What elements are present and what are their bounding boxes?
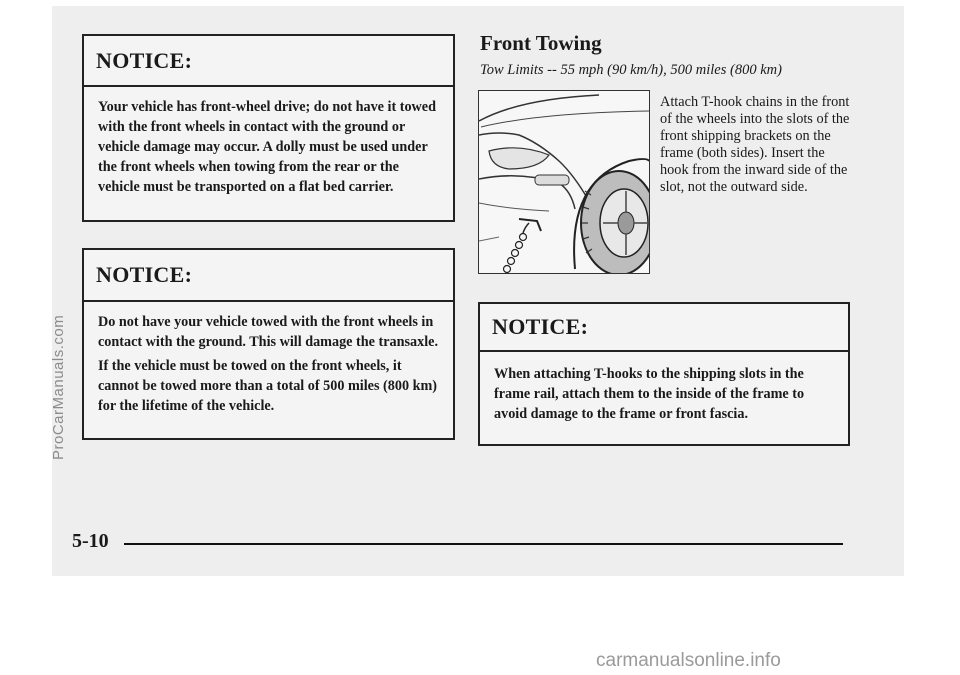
notice-body [84, 302, 453, 428]
towing-illustration [478, 90, 650, 274]
notice-text: When attaching T-hooks to the shipping slots in the frame rail, attach them to the inside of the frame to avoid damage to the frame or front fascia. [494, 366, 805, 422]
page-number: 5-10 [72, 530, 109, 552]
notice-heading: NOTICE: [84, 36, 453, 87]
tow-limits: Tow Limits -- 55 mph (90 km/h), 500 miles (800 km) [480, 62, 782, 78]
footer-rule [124, 543, 843, 545]
notice-front-wheel-drive [82, 34, 455, 222]
notice-body [480, 352, 848, 436]
notice-text: Your vehicle has front-wheel drive; do not have it towed with the front wheels in contact with the ground or vehicle damage may occur. A dolly must be used under the front wheels when towing from the rear or the vehicle must be transported on a flat bed carrier. [98, 99, 436, 195]
notice-transaxle [82, 248, 455, 440]
footer-logo-text: carmanualsonline.info [596, 650, 781, 671]
notice-body [84, 87, 453, 209]
notice-text: Do not have your vehicle towed with the front wheels in contact with the ground. This will damage the transaxle. [98, 314, 438, 350]
notice-heading: NOTICE: [480, 304, 848, 352]
towing-instructions: Attach T-hook chains in the front of the wheels into the slots of the front shipping brackets on the frame (both sides). Insert the hook from the inward side of the slot, not the outward side. [660, 94, 850, 195]
watermark-text: ProCarManuals.com [50, 314, 67, 460]
notice-heading: NOTICE: [84, 250, 453, 302]
section-title: Front Towing [480, 31, 602, 55]
notice-text: If the vehicle must be towed on the front wheels, it cannot be towed more than a total of 500 miles (800 km) for the lifetime of the vehicle. [98, 358, 438, 414]
car-front-wheel-illustration [479, 91, 649, 273]
notice-t-hooks [478, 302, 850, 446]
